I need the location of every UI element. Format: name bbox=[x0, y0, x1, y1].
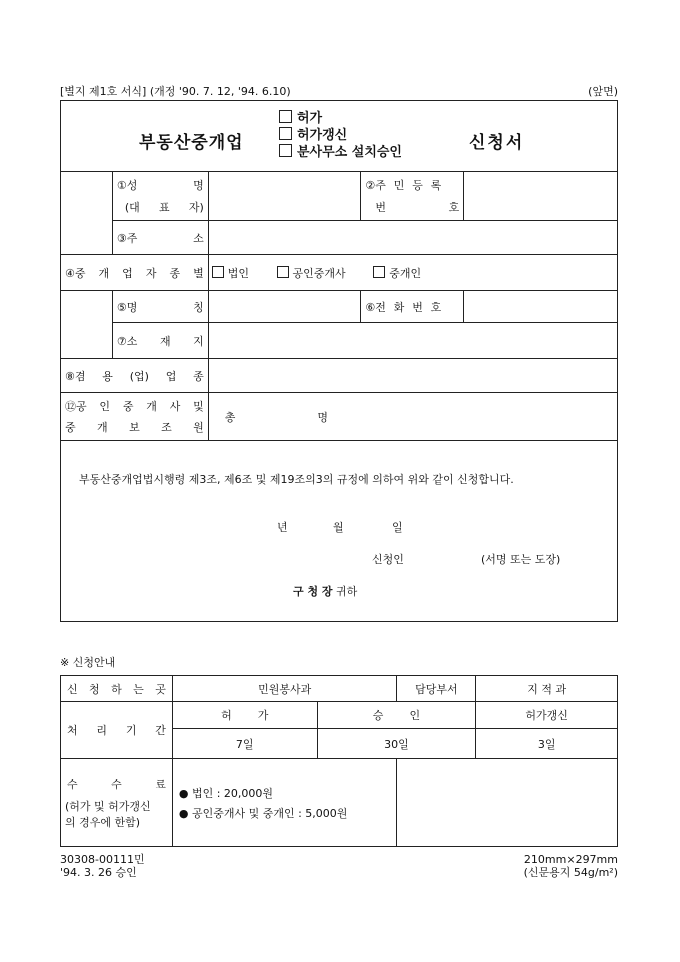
staff-label: ⑫공 인 중 개 사 및 중 개 보 조 원 bbox=[61, 393, 209, 441]
checkbox-icon[interactable] bbox=[212, 266, 224, 278]
checkbox-icon[interactable] bbox=[279, 127, 292, 140]
side-business-label: ⑧겸 용 (업) 업 종 bbox=[61, 359, 209, 393]
address-label: ③주 소 bbox=[112, 221, 208, 255]
period-header-approval: 승 인 bbox=[317, 702, 476, 729]
fee-corporation: ● 법인 : 20,000원 bbox=[178, 786, 274, 800]
guide-heading: ※ 신청안내 bbox=[60, 656, 116, 669]
form-number: [별지 제1호 서식] (개정 '90. 7. 12, '94. 6.10) bbox=[60, 85, 291, 98]
signature-field[interactable]: (서명 또는 도장) bbox=[481, 553, 561, 566]
business-type-options bbox=[208, 255, 617, 291]
period-permit: 7일 bbox=[172, 729, 317, 759]
office-value: 민원봉사과 bbox=[172, 676, 397, 702]
period-label: 처 리 기 간 bbox=[61, 702, 173, 759]
fee-blank bbox=[397, 759, 618, 847]
location-field[interactable] bbox=[208, 323, 617, 359]
period-header-renewal: 허가갱신 bbox=[476, 702, 618, 729]
title-main: 부동산중개업 bbox=[139, 133, 244, 153]
period-renewal: 3일 bbox=[476, 729, 618, 759]
staff-total-field[interactable]: 총 명 bbox=[208, 393, 617, 441]
option-licensed-agent[interactable]: 공인중개사 bbox=[277, 267, 346, 280]
office-name-field[interactable] bbox=[208, 291, 361, 323]
option-broker[interactable]: 중개인 bbox=[373, 267, 421, 280]
rrn-field[interactable] bbox=[464, 172, 618, 221]
option-permit[interactable]: 허가 bbox=[279, 110, 402, 127]
checkbox-icon[interactable] bbox=[279, 110, 292, 123]
office-label: 신 청 하 는 곳 bbox=[61, 676, 173, 702]
location-label: ⑦소 재 지 bbox=[112, 323, 208, 359]
checkbox-icon[interactable] bbox=[373, 266, 385, 278]
form-title bbox=[61, 101, 618, 172]
date-month: 월 bbox=[333, 521, 344, 534]
phone-field[interactable] bbox=[464, 291, 618, 323]
rrn-label: ②주 민 등 록 번 호 bbox=[361, 172, 464, 221]
application-form bbox=[60, 100, 618, 622]
fee-values bbox=[172, 759, 397, 847]
footer-right: 210mm×297mm (신문용지 54g/m²) bbox=[523, 853, 618, 879]
declaration bbox=[61, 441, 618, 622]
checkbox-icon[interactable] bbox=[279, 144, 292, 157]
name-field[interactable] bbox=[208, 172, 361, 221]
applicant-section bbox=[61, 172, 113, 255]
fee-individual: ● 공인중개사 및 중개인 : 5,000원 bbox=[178, 806, 348, 820]
phone-label: ⑥전 화 번 호 bbox=[361, 291, 464, 323]
period-header-permit: 허 가 bbox=[172, 702, 317, 729]
dept-label: 담당부서 bbox=[397, 676, 476, 702]
option-renewal[interactable]: 허가갱신 bbox=[279, 127, 402, 144]
period-approval: 30일 bbox=[317, 729, 476, 759]
date-day: 일 bbox=[392, 521, 403, 534]
recipient: 구 청 장 귀하 bbox=[293, 585, 358, 598]
dept-value: 지 적 과 bbox=[476, 676, 618, 702]
checkbox-icon[interactable] bbox=[277, 266, 289, 278]
business-type-label: ④중 개 업 자 종 별 bbox=[61, 255, 209, 291]
side-business-field[interactable] bbox=[208, 359, 617, 393]
date-year: 년 bbox=[277, 521, 288, 534]
option-branch[interactable]: 분사무소 설치승인 bbox=[279, 144, 402, 161]
option-corporation[interactable]: 법인 bbox=[212, 267, 249, 280]
address-field[interactable] bbox=[208, 221, 617, 255]
guide-table bbox=[60, 675, 618, 847]
office-section bbox=[61, 291, 113, 359]
applicant-label: 신청인 bbox=[372, 553, 404, 566]
fee-label: 수 수 료 (허가 및 허가갱신 의 경우에 한함) bbox=[61, 759, 173, 847]
declaration-text: 부동산중개업법시행령 제3조, 제6조 및 제19조의3의 규정에 의하여 위와 같이 신청합니다. bbox=[79, 473, 514, 486]
name-label: ①성 명 (대 표 자) bbox=[112, 172, 208, 221]
title-end: 신청서 bbox=[469, 133, 525, 153]
footer-left: 30308-00111민 '94. 3. 26 승인 bbox=[60, 853, 145, 879]
office-name-label: ⑤명 칭 bbox=[112, 291, 208, 323]
page-side: (앞면) bbox=[588, 85, 618, 98]
title-options bbox=[279, 110, 402, 161]
